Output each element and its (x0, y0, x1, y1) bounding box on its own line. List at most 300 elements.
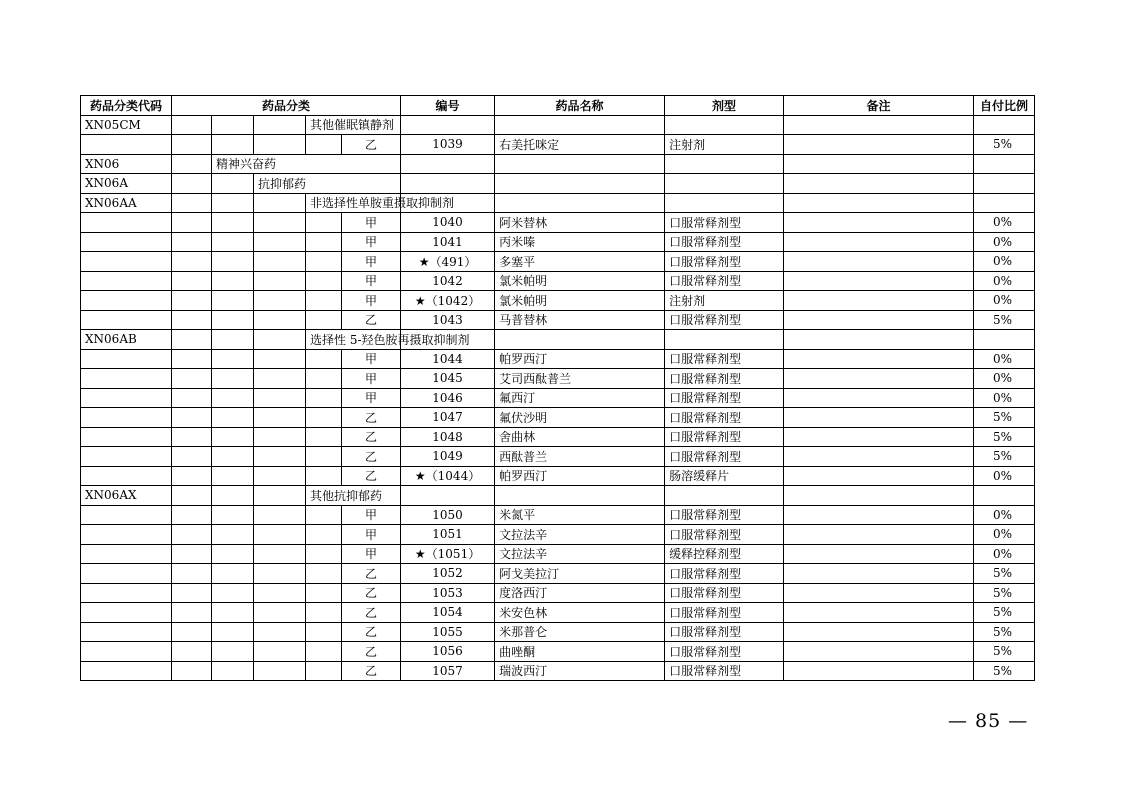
cell-code (81, 642, 172, 662)
cell-category-indent (172, 622, 212, 642)
cell-form (665, 154, 784, 174)
cell-category-indent (212, 661, 254, 681)
cell-name: 帕罗西汀 (495, 466, 665, 486)
cell-category-indent (254, 271, 306, 291)
cell-form: 口服常释剂型 (665, 564, 784, 584)
cell-category-indent (212, 642, 254, 662)
page-number: — 85 — (948, 710, 1029, 732)
cell-category-indent (212, 291, 254, 311)
cell-category-indent (212, 135, 254, 155)
table-row (81, 525, 1035, 545)
cell-code (81, 661, 172, 681)
cell-code (81, 232, 172, 252)
cell-number: 1044 (401, 349, 495, 369)
cell-name (495, 154, 665, 174)
cell-ratio: 0% (974, 544, 1035, 564)
cell-grade: 乙 (342, 642, 401, 662)
cell-category-indent (306, 291, 342, 311)
table-row (81, 622, 1035, 642)
cell-category-indent (254, 369, 306, 389)
cell-code (81, 564, 172, 584)
cell-grade: 乙 (342, 310, 401, 330)
table-row (81, 642, 1035, 662)
cell-category-indent (212, 525, 254, 545)
cell-category-indent (306, 388, 342, 408)
cell-category-indent (172, 252, 212, 272)
cell-remark (784, 583, 974, 603)
cell-form: 口服常释剂型 (665, 232, 784, 252)
cell-category-indent (254, 661, 306, 681)
cell-name: 文拉法辛 (495, 525, 665, 545)
cell-number: 1051 (401, 525, 495, 545)
cell-remark (784, 252, 974, 272)
cell-number (401, 486, 495, 506)
cell-ratio: 5% (974, 642, 1035, 662)
cell-remark (784, 603, 974, 623)
table-row (81, 544, 1035, 564)
cell-code: XN06AB (81, 330, 172, 350)
table-row (81, 564, 1035, 584)
cell-remark (784, 466, 974, 486)
cell-category-indent (172, 427, 212, 447)
cell-category-indent (212, 622, 254, 642)
table-row (81, 330, 1035, 350)
cell-category-indent (172, 174, 212, 194)
cell-category-indent (306, 642, 342, 662)
cell-grade: 甲 (342, 369, 401, 389)
cell-number: 1041 (401, 232, 495, 252)
cell-category-indent (172, 505, 212, 525)
cell-category: 精神兴奋药 (212, 154, 401, 174)
cell-name: 度洛西汀 (495, 583, 665, 603)
cell-number: 1050 (401, 505, 495, 525)
cell-grade: 甲 (342, 213, 401, 233)
cell-category-indent (306, 252, 342, 272)
cell-category-indent (172, 486, 212, 506)
cell-category-indent (254, 135, 306, 155)
cell-code (81, 622, 172, 642)
cell-category-indent (254, 330, 306, 350)
cell-name: 西酞普兰 (495, 447, 665, 467)
cell-category-indent (172, 525, 212, 545)
cell-form: 口服常释剂型 (665, 661, 784, 681)
cell-category-indent (254, 408, 306, 428)
cell-category-indent (306, 447, 342, 467)
cell-form: 注射剂 (665, 291, 784, 311)
table-row (81, 174, 1035, 194)
cell-remark (784, 564, 974, 584)
cell-ratio: 0% (974, 388, 1035, 408)
cell-category: 选择性 5-羟色胺再摄取抑制剂 (306, 330, 401, 350)
table-row (81, 310, 1035, 330)
table-row (81, 213, 1035, 233)
cell-category-indent (172, 642, 212, 662)
cell-grade: 乙 (342, 583, 401, 603)
cell-remark (784, 154, 974, 174)
table-row (81, 369, 1035, 389)
cell-category-indent (212, 252, 254, 272)
cell-category-indent (172, 154, 212, 174)
cell-remark (784, 369, 974, 389)
cell-grade: 乙 (342, 408, 401, 428)
table-row (81, 232, 1035, 252)
cell-category-indent (212, 486, 254, 506)
cell-category-indent (172, 583, 212, 603)
cell-name (495, 193, 665, 213)
cell-code: XN06 (81, 154, 172, 174)
cell-category-indent (306, 603, 342, 623)
cell-category-indent (254, 291, 306, 311)
cell-category-indent (212, 544, 254, 564)
cell-ratio: 5% (974, 447, 1035, 467)
cell-remark (784, 193, 974, 213)
cell-category-indent (254, 603, 306, 623)
cell-category-indent (212, 369, 254, 389)
cell-category-indent (306, 369, 342, 389)
table-row (81, 603, 1035, 623)
cell-form: 口服常释剂型 (665, 252, 784, 272)
cell-category-indent (212, 330, 254, 350)
cell-form: 口服常释剂型 (665, 525, 784, 545)
cell-form: 口服常释剂型 (665, 505, 784, 525)
cell-category-indent (172, 544, 212, 564)
cell-category-indent (306, 427, 342, 447)
cell-name: 丙米嗪 (495, 232, 665, 252)
cell-ratio: 5% (974, 661, 1035, 681)
cell-ratio: 0% (974, 349, 1035, 369)
cell-remark (784, 135, 974, 155)
cell-form: 注射剂 (665, 135, 784, 155)
cell-category-indent (172, 369, 212, 389)
cell-ratio: 5% (974, 603, 1035, 623)
cell-grade: 乙 (342, 661, 401, 681)
cell-number: 1049 (401, 447, 495, 467)
cell-code: XN06A (81, 174, 172, 194)
cell-name: 右美托咪定 (495, 135, 665, 155)
cell-category-indent (172, 232, 212, 252)
cell-category-indent (306, 583, 342, 603)
header-category: 药品分类 (172, 96, 401, 116)
cell-grade: 甲 (342, 388, 401, 408)
cell-category-indent (212, 408, 254, 428)
cell-category-indent (212, 213, 254, 233)
table-row (81, 408, 1035, 428)
cell-name: 马普替林 (495, 310, 665, 330)
cell-form: 肠溶缓释片 (665, 466, 784, 486)
cell-ratio (974, 193, 1035, 213)
cell-category: 其他催眠镇静剂 (306, 115, 401, 135)
cell-ratio: 0% (974, 505, 1035, 525)
cell-number: 1048 (401, 427, 495, 447)
cell-name: 米安色林 (495, 603, 665, 623)
cell-code (81, 349, 172, 369)
cell-form: 口服常释剂型 (665, 213, 784, 233)
cell-category-indent (254, 583, 306, 603)
cell-category-indent (212, 174, 254, 194)
cell-category-indent (172, 310, 212, 330)
cell-category-indent (254, 349, 306, 369)
cell-number (401, 174, 495, 194)
cell-form: 口服常释剂型 (665, 271, 784, 291)
cell-ratio: 0% (974, 232, 1035, 252)
cell-ratio (974, 174, 1035, 194)
cell-name: 阿戈美拉汀 (495, 564, 665, 584)
header-form: 剂型 (665, 96, 784, 116)
table-row (81, 135, 1035, 155)
table-row (81, 466, 1035, 486)
cell-form: 口服常释剂型 (665, 447, 784, 467)
cell-ratio: 0% (974, 369, 1035, 389)
table-row (81, 388, 1035, 408)
cell-category-indent (254, 466, 306, 486)
cell-category-indent (212, 271, 254, 291)
table-row (81, 661, 1035, 681)
cell-code (81, 544, 172, 564)
cell-form: 口服常释剂型 (665, 349, 784, 369)
cell-number (401, 115, 495, 135)
table-row (81, 583, 1035, 603)
cell-number: 1042 (401, 271, 495, 291)
cell-code (81, 603, 172, 623)
cell-name: 米那普仑 (495, 622, 665, 642)
cell-form: 口服常释剂型 (665, 388, 784, 408)
cell-category-indent (254, 525, 306, 545)
cell-ratio: 0% (974, 271, 1035, 291)
cell-grade: 甲 (342, 349, 401, 369)
cell-remark (784, 310, 974, 330)
cell-ratio: 5% (974, 310, 1035, 330)
cell-category-indent (172, 291, 212, 311)
table-header-row (81, 96, 1035, 116)
cell-remark (784, 388, 974, 408)
cell-ratio (974, 115, 1035, 135)
cell-form: 口服常释剂型 (665, 310, 784, 330)
cell-grade: 乙 (342, 603, 401, 623)
cell-ratio: 5% (974, 427, 1035, 447)
cell-grade: 乙 (342, 427, 401, 447)
cell-code (81, 583, 172, 603)
cell-category-indent (172, 349, 212, 369)
cell-grade: 甲 (342, 252, 401, 272)
cell-ratio: 5% (974, 622, 1035, 642)
cell-grade: 乙 (342, 564, 401, 584)
cell-category-indent (172, 466, 212, 486)
cell-category-indent (254, 486, 306, 506)
cell-form: 口服常释剂型 (665, 369, 784, 389)
cell-name: 多塞平 (495, 252, 665, 272)
cell-category-indent (306, 622, 342, 642)
cell-number: 1046 (401, 388, 495, 408)
cell-ratio: 5% (974, 564, 1035, 584)
cell-name (495, 174, 665, 194)
cell-category-indent (306, 232, 342, 252)
cell-grade: 乙 (342, 622, 401, 642)
cell-ratio: 0% (974, 252, 1035, 272)
cell-category-indent (306, 505, 342, 525)
cell-form (665, 174, 784, 194)
cell-category-indent (306, 349, 342, 369)
cell-grade: 甲 (342, 544, 401, 564)
table-row (81, 291, 1035, 311)
cell-remark (784, 330, 974, 350)
cell-category-indent (212, 427, 254, 447)
cell-category-indent (254, 193, 306, 213)
cell-category-indent (306, 544, 342, 564)
cell-category-indent (254, 427, 306, 447)
cell-category-indent (212, 193, 254, 213)
cell-form: 口服常释剂型 (665, 642, 784, 662)
cell-category-indent (212, 466, 254, 486)
cell-category-indent (212, 232, 254, 252)
cell-code (81, 505, 172, 525)
cell-category-indent (254, 310, 306, 330)
cell-number: 1052 (401, 564, 495, 584)
header-ratio: 自付比例 (974, 96, 1035, 116)
cell-number: 1043 (401, 310, 495, 330)
cell-grade: 乙 (342, 466, 401, 486)
header-number: 编号 (401, 96, 495, 116)
cell-remark (784, 291, 974, 311)
cell-category-indent (254, 622, 306, 642)
cell-category: 非选择性单胺重摄取抑制剂 (306, 193, 401, 213)
cell-ratio: 0% (974, 291, 1035, 311)
cell-code: XN06AX (81, 486, 172, 506)
cell-grade: 乙 (342, 135, 401, 155)
cell-form (665, 115, 784, 135)
cell-number: ★（1044） (401, 466, 495, 486)
cell-code (81, 447, 172, 467)
cell-remark (784, 232, 974, 252)
cell-category-indent (306, 661, 342, 681)
cell-category-indent (212, 349, 254, 369)
cell-category-indent (254, 564, 306, 584)
table-row (81, 427, 1035, 447)
cell-number: 1054 (401, 603, 495, 623)
cell-number: 1047 (401, 408, 495, 428)
cell-name (495, 115, 665, 135)
cell-ratio: 5% (974, 408, 1035, 428)
cell-remark (784, 271, 974, 291)
cell-name: 米氮平 (495, 505, 665, 525)
cell-number: 1045 (401, 369, 495, 389)
table-row (81, 486, 1035, 506)
cell-code (81, 271, 172, 291)
cell-category-indent (212, 564, 254, 584)
cell-code (81, 369, 172, 389)
cell-remark (784, 661, 974, 681)
cell-number: 1057 (401, 661, 495, 681)
cell-category-indent (172, 135, 212, 155)
cell-category-indent (172, 330, 212, 350)
cell-number: 1053 (401, 583, 495, 603)
cell-form: 口服常释剂型 (665, 583, 784, 603)
cell-category-indent (306, 213, 342, 233)
cell-ratio (974, 154, 1035, 174)
cell-category-indent (254, 115, 306, 135)
cell-category-indent (254, 447, 306, 467)
cell-category-indent (306, 525, 342, 545)
cell-name: 曲唑酮 (495, 642, 665, 662)
cell-ratio: 5% (974, 583, 1035, 603)
cell-grade: 甲 (342, 525, 401, 545)
cell-category-indent (212, 115, 254, 135)
cell-grade: 甲 (342, 232, 401, 252)
cell-code (81, 135, 172, 155)
table-row (81, 252, 1035, 272)
cell-code: XN05CM (81, 115, 172, 135)
cell-remark (784, 642, 974, 662)
cell-remark (784, 115, 974, 135)
cell-name: 瑞波西汀 (495, 661, 665, 681)
cell-form (665, 486, 784, 506)
cell-category-indent (306, 408, 342, 428)
cell-category-indent (172, 661, 212, 681)
cell-ratio: 0% (974, 525, 1035, 545)
cell-name: 氟伏沙明 (495, 408, 665, 428)
cell-code (81, 310, 172, 330)
cell-category-indent (212, 603, 254, 623)
cell-remark (784, 408, 974, 428)
header-remark: 备注 (784, 96, 974, 116)
cell-number: ★（491） (401, 252, 495, 272)
cell-remark (784, 447, 974, 467)
cell-code (81, 427, 172, 447)
cell-code: XN06AA (81, 193, 172, 213)
cell-category-indent (172, 193, 212, 213)
cell-category-indent (306, 271, 342, 291)
cell-remark (784, 525, 974, 545)
cell-remark (784, 349, 974, 369)
cell-code (81, 252, 172, 272)
cell-number: 1055 (401, 622, 495, 642)
cell-form: 口服常释剂型 (665, 408, 784, 428)
cell-category-indent (172, 447, 212, 467)
cell-category-indent (306, 564, 342, 584)
cell-ratio (974, 486, 1035, 506)
cell-number: ★（1051） (401, 544, 495, 564)
cell-form (665, 193, 784, 213)
cell-category-indent (254, 213, 306, 233)
cell-remark (784, 213, 974, 233)
table-row (81, 505, 1035, 525)
cell-form: 缓释控释剂型 (665, 544, 784, 564)
cell-ratio: 0% (974, 466, 1035, 486)
cell-code (81, 466, 172, 486)
cell-name: 艾司西酞普兰 (495, 369, 665, 389)
cell-name: 氯米帕明 (495, 291, 665, 311)
cell-remark (784, 544, 974, 564)
table-row (81, 154, 1035, 174)
cell-code (81, 388, 172, 408)
cell-code (81, 525, 172, 545)
cell-number: 1040 (401, 213, 495, 233)
cell-grade: 甲 (342, 505, 401, 525)
cell-category-indent (212, 583, 254, 603)
cell-number: ★（1042） (401, 291, 495, 311)
cell-category-indent (306, 310, 342, 330)
cell-category: 其他抗抑郁药 (306, 486, 401, 506)
cell-category-indent (212, 505, 254, 525)
cell-category-indent (212, 447, 254, 467)
table-body (81, 115, 1035, 681)
cell-category-indent (172, 115, 212, 135)
cell-category-indent (254, 505, 306, 525)
cell-remark (784, 505, 974, 525)
cell-grade: 乙 (342, 447, 401, 467)
cell-name: 帕罗西汀 (495, 349, 665, 369)
cell-number: 1056 (401, 642, 495, 662)
cell-name: 氟西汀 (495, 388, 665, 408)
